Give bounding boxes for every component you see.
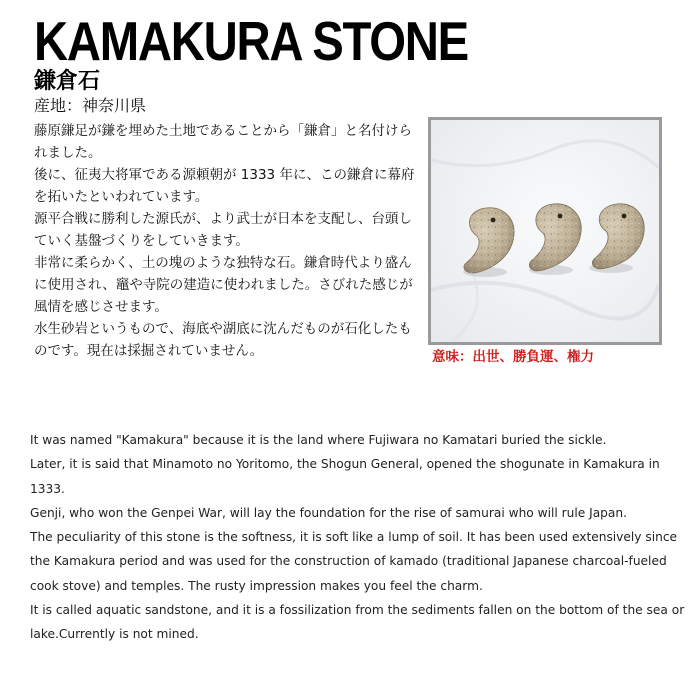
- jp-paragraph: 水生砂岩というもので、海底や湖底に沈んだものが石化したものです。現在は採掘されていません。: [34, 321, 412, 359]
- jp-paragraph: 非常に柔らかく、土の塊のような独特な石。鎌倉時代より盛んに使用され、竈や寺院の建造に使われました。さびれた感じが風情を感じさせます。: [34, 255, 413, 315]
- en-paragraph: The peculiarity of this stone is the softness, it is soft like a lump of soil. It has been used extensively since the Kamakura period and was used for the construction of kamado (traditional Japanese charcoal-fueled cook stove) and temples. The rusty impression makes you feel the charm.: [30, 530, 678, 593]
- en-paragraph: It is called aquatic sandstone, and it is a fossilization from the sediments fallen on the bottom of the sea or lake.Currently is not mined.: [30, 603, 685, 642]
- jp-paragraph: 源平合戦に勝利した源氏が、より武士が日本を支配し、台頭していく基盤づくりをしていきます。: [34, 211, 412, 249]
- kanji-subtitle: 鎌倉石: [34, 69, 101, 94]
- en-paragraph: Later, it is said that Minamoto no Yoritomo, the Shogun General, opened the shogunate in Kamakura in 1333.: [30, 457, 660, 496]
- stone-photo: [428, 117, 662, 345]
- jp-paragraph: 後に、征夷大将軍である源頼朝が 1333 年に、この鎌倉に幕府を拓いたといわれています。: [34, 167, 415, 205]
- english-description: [30, 428, 685, 647]
- stone-photo-illustration: [431, 120, 659, 342]
- jp-paragraph: 藤原鎌足が鎌を埋めた土地であることから「鎌倉」と名付けられました。: [34, 123, 412, 161]
- en-paragraph: Genji, who won the Genpei War, will lay the foundation for the rise of samurai who will rule Japan.: [30, 505, 627, 520]
- en-paragraph: It was named "Kamakura" because it is the land where Fujiwara no Kamatari buried the sickle.: [30, 433, 607, 447]
- page-title: KAMAKURA STONE: [34, 10, 468, 72]
- meaning-label: 意味：出世、勝負運、権力: [432, 349, 594, 365]
- japanese-description: [34, 120, 416, 362]
- origin-label: 産地：神奈川県: [34, 96, 147, 115]
